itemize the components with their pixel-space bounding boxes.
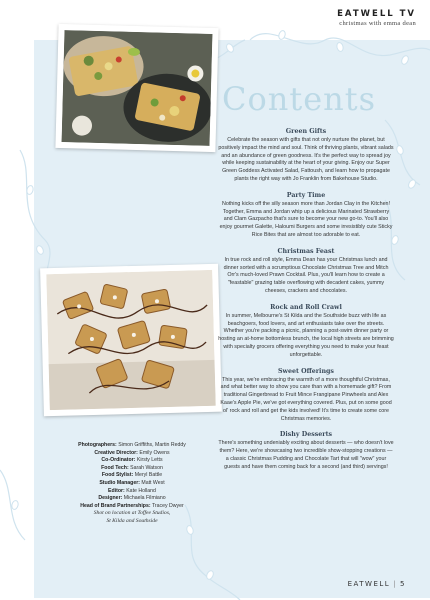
credit-name: Michaela Filmiano bbox=[123, 495, 166, 502]
section-rock-and-roll-crawl bbox=[218, 304, 394, 360]
section-heading: Green Gifts bbox=[285, 128, 327, 135]
credit-name: Meryl Battle bbox=[134, 472, 163, 479]
credit-row bbox=[52, 465, 212, 473]
credit-row bbox=[52, 442, 212, 450]
galette-photo-illustration bbox=[62, 30, 213, 146]
page-footer bbox=[348, 580, 406, 588]
credit-role: Food Tech: bbox=[101, 464, 129, 471]
credit-row bbox=[52, 450, 212, 458]
location-text: Shot on location at Toffee Studios, bbox=[93, 510, 171, 517]
credit-role: Food Stylist: bbox=[101, 472, 134, 479]
credit-role: Designer: bbox=[98, 495, 123, 502]
credit-role: Co-Ordinator: bbox=[101, 457, 136, 464]
credit-name: Emily Owens bbox=[139, 449, 170, 456]
credit-row bbox=[52, 457, 212, 465]
pastries-photo-illustration bbox=[46, 270, 216, 410]
page-title: Contents bbox=[222, 80, 377, 118]
photo-galette-platter bbox=[55, 24, 218, 152]
section-body: Nothing kicks off the silly season more than Jordan Clay in the Kitchen! Together, Emma and Jordan whip up a delicious Marinated Strawberry and Clam Gazpacho that's sure to become your new go-to. You'll also enjoy gourmet Galette, Haloumi Burgers and some irresistibly cute Sticky Rice Bites that are almost too adorable to eat. bbox=[219, 200, 393, 238]
page-number: 5 bbox=[400, 580, 406, 588]
credit-role: Editor: bbox=[108, 487, 125, 494]
section-dishy-desserts bbox=[218, 431, 394, 471]
credit-role: Head of Brand Partnerships: bbox=[80, 502, 151, 509]
section-heading: Dishy Desserts bbox=[279, 431, 333, 439]
masthead-subtitle: christmas with emma dean bbox=[339, 20, 416, 27]
contents-column bbox=[218, 128, 394, 480]
section-green-gifts bbox=[218, 128, 394, 184]
location-text: St Kilda and Southside bbox=[106, 517, 158, 524]
footer-separator: | bbox=[393, 580, 398, 588]
photo-pinwheel-pastries bbox=[40, 264, 222, 417]
credit-name: Kirsty Letts bbox=[136, 457, 163, 464]
section-body: In true rock and roll style, Emma Dean has your Christmas lunch and dinner sorted with a scrumptious Chocolate Christmas Tree and Mitch Orr's much-loved Prawn Cocktail. Plus, you'll learn how to create a "feastable" grazing table overflowing with decadent cakes, yummy cheeses, crackers and chocolates. bbox=[223, 256, 389, 294]
section-body: This year, we're embracing the warmth of a more thoughtful Christmas, and what better way to show you care than with a homemade gift? From traditional Gingerbread to Fruit Mince Frangipane Pinwheels and Alex Kaae's Apple Pie, we've got everything covered. Plus, put on some good ol' rock and roll and get the kids involved! It's time to create some core Christmas memories. bbox=[220, 376, 392, 422]
credit-name: Kate Holland bbox=[126, 487, 156, 494]
section-heading: Christmas Feast bbox=[277, 247, 335, 255]
credit-row bbox=[52, 488, 212, 496]
section-party-time bbox=[218, 192, 394, 240]
credit-name: Matt West bbox=[141, 479, 165, 486]
credit-name: Sarah Watson bbox=[130, 464, 163, 471]
credits-block bbox=[52, 442, 212, 526]
section-body: In summer, Melbourne's St Kilda and the Southside buzz with life as beachgoers, food lovers, and art enthusiasts take over the streets. Whether you're packing a picnic, planning a post-swim dinner party or hosting an at-home bottomless brunch, the local high streets are brimming with specialty grocers offering everything you need to make your feast unforgettable. bbox=[218, 312, 394, 358]
credit-role: Creative Director: bbox=[94, 449, 138, 456]
masthead-brand: EATWELL TV bbox=[337, 9, 416, 19]
section-christmas-feast bbox=[218, 248, 394, 296]
credit-row bbox=[52, 480, 212, 488]
credit-role: Photographers: bbox=[78, 442, 117, 448]
section-body: There's something undeniably exciting about desserts — who doesn't love them? Here, we're showcasing two incredible show-stopping creations — a classic Christmas Pudding and Chocolate Tart that will "wow" your guests and have them coming back for a second (and third) servings! bbox=[218, 440, 394, 470]
masthead bbox=[337, 9, 416, 27]
credit-role: Studio Manager: bbox=[99, 479, 140, 486]
location-line bbox=[52, 518, 212, 526]
section-heading: Rock and Roll Crawl bbox=[270, 303, 342, 311]
section-heading: Sweet Offerings bbox=[278, 367, 334, 375]
credit-name: Tracey Dwyer bbox=[151, 502, 184, 509]
credit-name: Simon Griffiths, Martin Reddy bbox=[118, 442, 186, 448]
location-line bbox=[52, 510, 212, 518]
section-body: Celebrate the season with gifts that not only nurture the planet, but positively impact the mind and soul. Think of thriving plants, vibrant salads and an abundance of green goodness. It's the perfect way to spread joy while keeping sustainability at the heart of your giving. Enjoy our Super Green Goddess Activated Salad, Fattoush, and learn how to propagate plants the right way with Jo Franklin from Bakehouse Studio. bbox=[218, 137, 394, 182]
credit-row bbox=[52, 472, 212, 480]
credit-row bbox=[52, 495, 212, 503]
section-heading: Party Time bbox=[286, 191, 326, 199]
section-sweet-offerings bbox=[218, 368, 394, 424]
footer-brand: EATWELL bbox=[347, 580, 391, 588]
